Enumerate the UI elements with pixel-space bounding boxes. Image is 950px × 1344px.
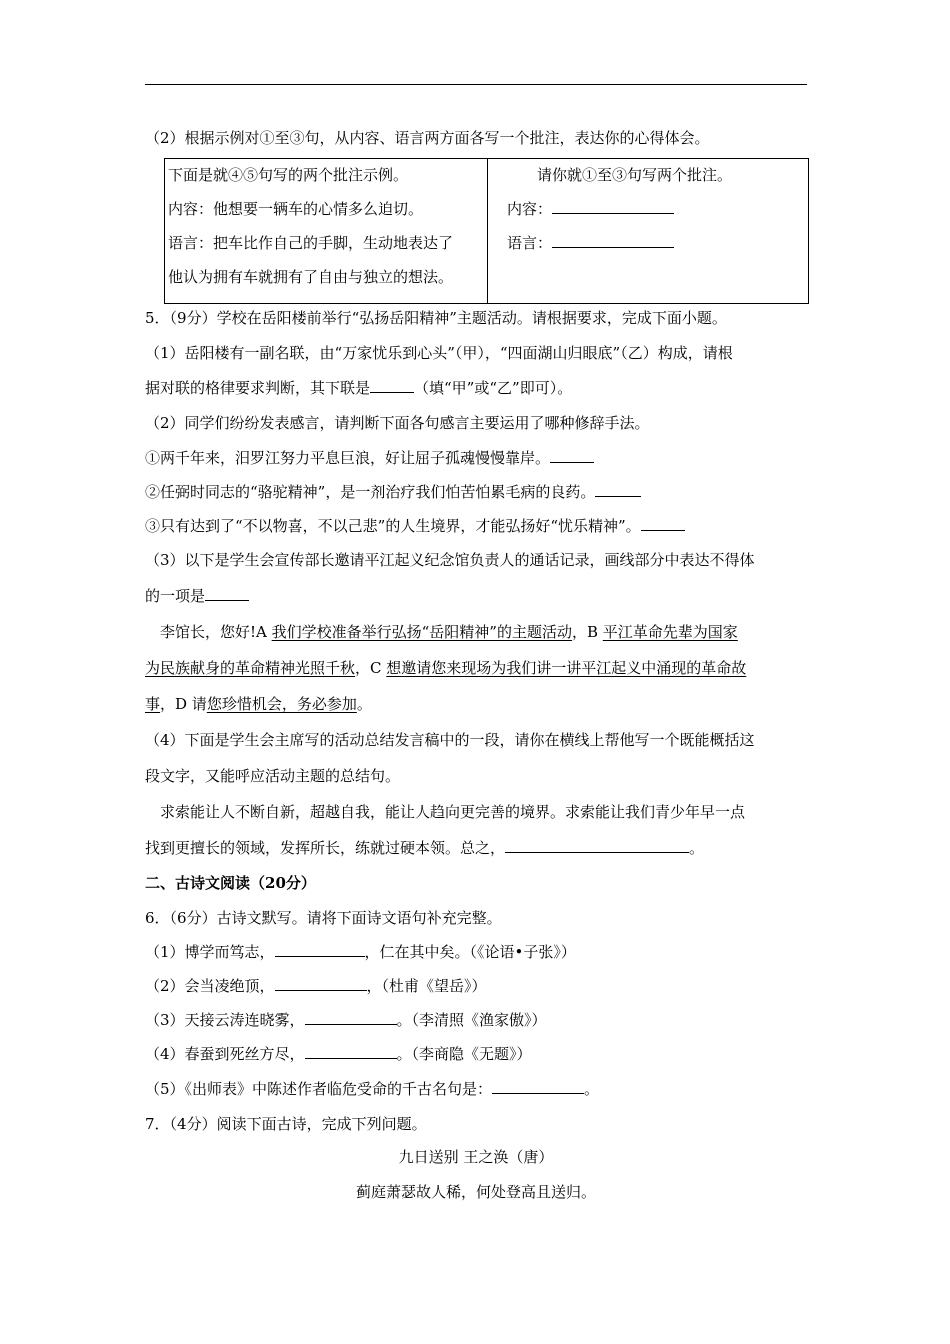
underlined-option-b: 平江革命先辈为国家: [602, 623, 738, 641]
recitation-5-end: 。: [584, 1080, 600, 1098]
section-2-heading: 二、古诗文阅读（20分）: [145, 874, 316, 892]
recitation-3-source: 。（李清照《渔家傲》）: [396, 1011, 547, 1029]
sentence-2-text: ②任弼时同志的“骆驼精神”，是一剂治疗我们怕苦怕累毛病的良药。: [145, 483, 596, 501]
question-7-head: 7．（4分）阅读下面古诗，完成下列问题。: [145, 1115, 427, 1133]
recitation-1-source: ，仁在其中矣。（《论语•子张》）: [364, 943, 576, 961]
answer-content-blank[interactable]: [552, 199, 674, 214]
example-content: 内容：他想要一辆车的心情多么迫切。: [168, 200, 424, 218]
recitation-line-4: [145, 1044, 807, 1064]
q5-part-4-line-2: 段文字，又能呼应活动主题的总结句。: [145, 767, 401, 785]
speech-end: 。: [689, 839, 705, 857]
recitation-line-3: [145, 1010, 807, 1030]
example-title: 下面是就④⑤句写的两个批注示例。: [168, 166, 409, 184]
header-rule: [145, 84, 807, 85]
answer-language-row: [507, 233, 674, 253]
recitation-1-blank[interactable]: [275, 942, 365, 957]
underlined-option-b-cont: 为民族献身的革命精神光照千秋: [145, 659, 356, 677]
underlined-option-c-cont: 事: [145, 695, 161, 713]
q5-part-1-text: 据对联的格律要求判断，其下联是: [145, 379, 371, 397]
call-record-line-1: [160, 622, 822, 642]
sentence-1-blank[interactable]: [550, 448, 594, 463]
part-3-answer-blank[interactable]: [205, 586, 249, 601]
rhetoric-sentence-3: [145, 516, 807, 536]
recitation-4-text: （4）春蚕到死丝方尽，: [145, 1045, 305, 1063]
recitation-2-text: （2）会当凌绝顶，: [145, 977, 275, 995]
sentence-3-text: ③只有达到了“不以物喜，不以己悲”的人生境界，才能弘扬好“忧乐精神”。: [145, 517, 641, 535]
summary-sentence-blank[interactable]: [505, 838, 689, 853]
recitation-2-source: ，（杜甫《望岳》）: [366, 977, 487, 995]
answer-language-label: 语言：: [507, 234, 553, 252]
example-language-line-2: 他认为拥有车就拥有了自由与独立的想法。: [168, 268, 454, 286]
speech-paragraph-line-2: [145, 838, 807, 858]
call-text: ，C: [355, 659, 387, 677]
poem-line-1: 蓟庭萧瑟故人稀，何处登高且送归。: [355, 1183, 596, 1201]
q5-part-1-line-2: [145, 378, 807, 398]
call-text: ，B: [571, 623, 603, 641]
call-text: 。: [356, 695, 372, 713]
q5-part-4-line-1: （4）下面是学生会主席写的活动总结发言稿中的一段，请你在横线上帮他写一个既能概括这: [145, 731, 755, 749]
q5-part-1-line-1: （1）岳阳楼有一副名联，由“万家忧乐到心头”（甲），“四面湖山归眼底”（乙）构成，请根: [145, 344, 733, 362]
recitation-4-blank[interactable]: [305, 1044, 397, 1059]
rhetoric-sentence-1: [145, 448, 807, 468]
underlined-option-c: 想邀请您来现场为我们讲一讲平江起义中涌现的革命故: [386, 659, 747, 677]
underlined-option-d: 您珍惜机会，务必参加: [206, 695, 357, 713]
recitation-line-2: [145, 976, 807, 996]
rhetoric-sentence-2: [145, 482, 807, 502]
recitation-line-1: [145, 942, 807, 962]
recitation-3-blank[interactable]: [305, 1010, 397, 1025]
call-text: ，D 请: [160, 695, 207, 713]
call-record-line-3: [145, 694, 807, 714]
q5-part-3-line-2: [145, 586, 807, 606]
recitation-3-text: （3）天接云涛连晓雾，: [145, 1011, 305, 1029]
recitation-1-text: （1）博学而笃志，: [145, 943, 275, 961]
answer-language-blank[interactable]: [552, 233, 674, 248]
sentence-2-blank[interactable]: [595, 482, 641, 497]
question-4-part-2: （2）根据示例对①至③句，从内容、语言两方面各写一个批注，表达你的心得体会。: [145, 129, 710, 147]
recitation-5-blank[interactable]: [492, 1079, 584, 1094]
question-5-head: 5．（9分）学校在岳阳楼前举行“弘扬岳阳精神”主题活动。请根据要求，完成下面小题。: [145, 309, 727, 327]
sentence-1-text: ①两千年来，汨罗江努力平息巨浪，好让屈子孤魂慢慢靠岸。: [145, 449, 551, 467]
couplet-answer-blank[interactable]: [370, 378, 414, 393]
speech-text: 找到更擅长的领域，发挥所长，练就过硬本领。总之，: [145, 839, 506, 857]
answer-title: 请你就①至③句写两个批注。: [537, 166, 733, 184]
q5-part-2: （2）同学们纷纷发表感言，请判断下面各句感言主要运用了哪种修辞手法。: [145, 414, 650, 432]
poem-title: 九日送别 王之涣（唐）: [398, 1148, 554, 1166]
answer-content-label: 内容：: [507, 200, 553, 218]
recitation-5-text: （5）《出师表》中陈述作者临危受命的千古名句是：: [145, 1080, 493, 1098]
sentence-3-blank[interactable]: [641, 516, 685, 531]
recitation-2-blank[interactable]: [275, 976, 367, 991]
speech-paragraph-line-1: 求索能让人不断自新，超越自我，能让人趋向更完善的境界。求索能让我们青少年早一点: [160, 803, 746, 821]
q5-part-3-text: 的一项是: [145, 587, 206, 605]
q5-part-3-line-1: （3）以下是学生会宣传部长邀请平江起义纪念馆负责人的通话记录，画线部分中表达不得体: [145, 551, 755, 569]
recitation-line-5: [145, 1079, 807, 1099]
example-language-line-1: 语言：把车比作自己的手脚，生动地表达了: [168, 234, 454, 252]
underlined-option-a: 我们学校准备举行弘扬“岳阳精神”的主题活动: [271, 623, 572, 641]
question-6-head: 6．（6分）古诗文默写。请将下面诗文语句补充完整。: [145, 909, 502, 927]
answer-content-row: [507, 199, 674, 219]
call-record-line-2: [145, 658, 807, 678]
call-text: 李馆长，您好!A: [160, 623, 272, 641]
q5-part-1-hint: （填“甲”或“乙”即可）。: [414, 379, 573, 397]
recitation-4-source: 。（李商隐《无题》）: [396, 1045, 532, 1063]
